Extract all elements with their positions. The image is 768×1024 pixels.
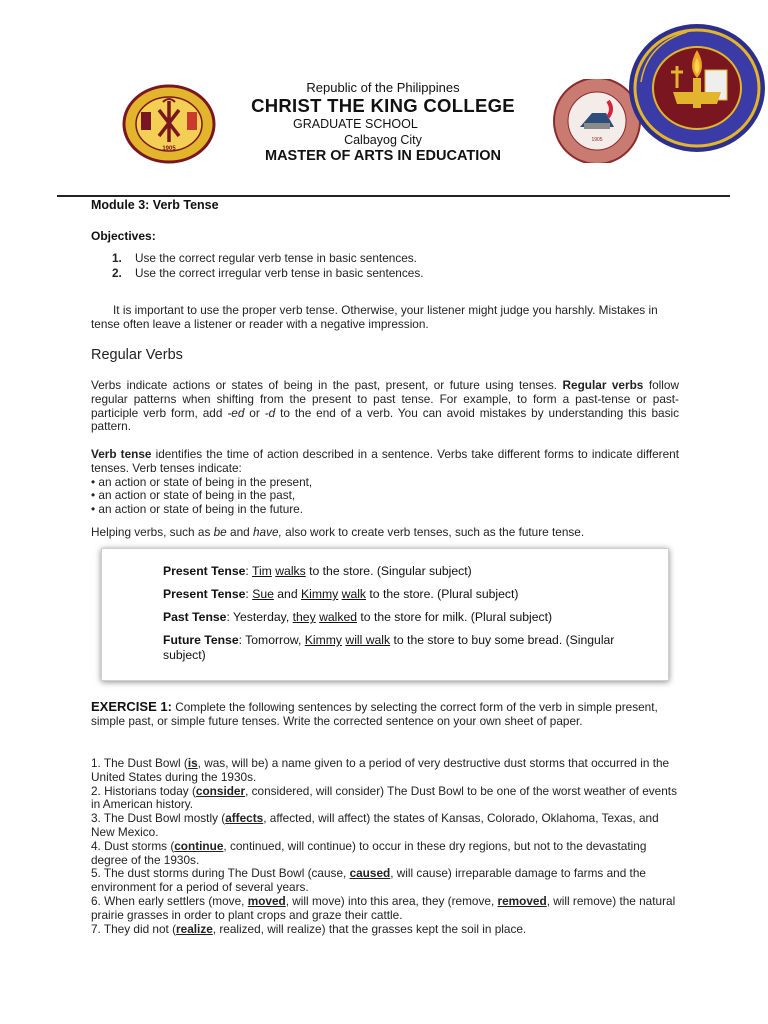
item-text: 4. Dust storms ( xyxy=(91,838,175,853)
item-answer: affects xyxy=(225,811,264,826)
header-divider xyxy=(57,195,730,197)
college-name: CHRIST THE KING COLLEGE xyxy=(251,95,515,116)
example-text: : Tomorrow, xyxy=(238,633,305,647)
p1-suffix-ed: -ed xyxy=(227,405,245,420)
svg-text:1905: 1905 xyxy=(591,137,603,143)
regular-verbs-heading: Regular Verbs xyxy=(91,347,183,363)
program-title: MASTER OF ARTS IN EDUCATION xyxy=(264,148,502,164)
exercise-item xyxy=(91,923,679,937)
example-subject: Kimmy xyxy=(304,633,343,647)
exercise-item xyxy=(91,757,679,785)
helping-verbs-paragraph xyxy=(91,526,679,540)
intro-text: It is important to use the proper verb tense. Otherwise, your listener might judge you harshly. Mistakes in tense often leave a listener or reader with a negative impression. xyxy=(91,303,658,331)
p1-text-e: or xyxy=(244,405,265,420)
p3-italic-be: be xyxy=(213,525,227,539)
example-label: Present Tense xyxy=(163,587,246,601)
objective-number: 1. xyxy=(112,251,122,265)
item-text: 7. They did not ( xyxy=(91,921,177,936)
example-verb: walk xyxy=(341,587,367,601)
p3-text-e: also work to create verb tenses, such as the future tense. xyxy=(281,525,585,539)
item-answer: removed xyxy=(497,893,547,908)
item-answer: realize xyxy=(176,921,213,936)
example-present-singular xyxy=(163,564,653,579)
graduate-school-line: GRADUATE SCHOOL xyxy=(293,117,418,131)
exercise-item xyxy=(91,812,679,840)
regular-verbs-paragraph xyxy=(91,379,679,434)
exercise-item xyxy=(91,895,679,923)
item-answer: moved xyxy=(247,893,286,908)
example-present-plural xyxy=(163,587,653,602)
example-text: : Yesterday, xyxy=(226,610,293,624)
p2-text: identifies the time of action described in a sentence. Verbs take different forms to indicate different tenses. Verb tenses indicate: xyxy=(91,447,679,475)
item-text: , was, will be) a name given to a period of very destructive dust storms that occurred in the United States during the 1930s. xyxy=(91,756,670,784)
tense-bullet: • an action or state of being in the present, xyxy=(91,474,313,489)
tense-examples-box xyxy=(101,548,669,681)
item-text: 6. When early settlers (move, xyxy=(91,893,248,908)
example-text: : xyxy=(245,564,252,578)
objective-number: 2. xyxy=(112,265,122,280)
example-label: Past Tense xyxy=(163,610,227,624)
exercise-item xyxy=(91,785,679,813)
module-title: Module 3: Verb Tense xyxy=(91,198,219,212)
item-text: , affected, will affect) the states of Kansas, Colorado, Oklahoma, Texas, and New Mexico. xyxy=(91,811,659,839)
item-answer: continue xyxy=(174,838,224,853)
item-text: 1. The Dust Bowl ( xyxy=(91,756,188,770)
item-text: , realized, will realize) that the grasses kept the soil in place. xyxy=(212,921,527,936)
example-subject: Sue xyxy=(252,587,274,601)
item-text: , continued, will continue) to occur in these dry regions, but not to the devastating degree of the 1930s. xyxy=(91,838,647,867)
example-text: and xyxy=(273,587,301,601)
item-text: , considered, will consider) The Dust Bowl to be one of the worst weather of events in American history. xyxy=(91,783,677,812)
exercise-items xyxy=(91,757,679,936)
example-text: : xyxy=(245,587,253,601)
objective-item xyxy=(112,251,672,266)
example-future xyxy=(163,633,653,663)
verb-tense-paragraph xyxy=(91,448,679,517)
left-seal-year: 1905 xyxy=(162,146,176,152)
p1-text-c: follow regular patterns when shifting from the present to past tense. For example, to form a past-tense or past-participle verb form, add xyxy=(91,378,679,420)
item-text: 2. Historians today ( xyxy=(91,783,196,798)
example-subject: Kimmy xyxy=(301,587,339,601)
p3-text-c: and xyxy=(226,525,253,539)
p3-italic-have: have, xyxy=(253,525,282,539)
example-verb: will walk xyxy=(345,633,391,647)
example-label: Present Tense xyxy=(163,564,246,578)
example-past xyxy=(163,610,653,625)
p1-text-g: to the end of a verb. You can avoid mistakes by understanding this basic pattern. xyxy=(91,405,680,434)
exercise-item xyxy=(91,867,679,895)
objectives-heading: Objectives: xyxy=(91,229,156,243)
teacher-education-seal xyxy=(627,22,767,154)
item-text: , will cause) irreparable damage to farms and the environment for a period of several years. xyxy=(91,866,646,895)
exercise-instructions-text: Complete the following sentences by selecting the correct form of the verb in simple present, simple past, or simple future tenses. Write the corrected sentence on your own sheet of paper. xyxy=(91,700,658,728)
example-verb: walked xyxy=(319,610,358,624)
p3-text-a: Helping verbs, such as xyxy=(91,525,214,539)
example-text: to the store. (Plural subject) xyxy=(366,587,519,601)
example-text: to the store. (Singular subject) xyxy=(305,564,472,578)
exercise-item xyxy=(91,840,679,868)
tense-bullet: • an action or state of being in the past, xyxy=(91,488,296,503)
example-subject: Tim xyxy=(251,564,272,578)
objective-item xyxy=(112,266,672,281)
item-answer: caused xyxy=(349,866,391,881)
objectives-list xyxy=(112,251,672,280)
p1-suffix-d: -d xyxy=(264,405,276,420)
tense-bullet: • an action or state of being in the future. xyxy=(91,502,304,517)
p1-bold-term: Regular verbs xyxy=(562,378,644,392)
p2-bold-term: Verb tense xyxy=(91,447,152,461)
example-label: Future Tense xyxy=(163,633,239,647)
example-text: to the store to buy some bread. (Singular subject) xyxy=(163,633,615,662)
item-text: , will move) into this area, they (remove, xyxy=(285,893,498,908)
example-text: to the store for milk. (Plural subject) xyxy=(357,610,553,624)
p1-text-a: Verbs indicate actions or states of being in the past, present, or future using tenses. xyxy=(91,378,563,392)
item-answer: is xyxy=(187,756,198,770)
city-line: Calbayog City xyxy=(344,133,422,147)
item-text: , will remove) the natural prairie grasses in order to plant crops and graze their cattle. xyxy=(91,893,676,922)
exercise-instructions xyxy=(91,700,679,729)
item-text: 3. The Dust Bowl mostly ( xyxy=(91,811,226,826)
item-text: 5. The dust storms during The Dust Bowl (cause, xyxy=(91,866,350,881)
example-subject: they xyxy=(292,610,316,624)
objective-text: Use the correct regular verb tense in basic sentences. xyxy=(135,251,417,265)
example-verb: walks xyxy=(275,564,306,578)
item-answer: consider xyxy=(195,783,246,798)
exercise-title: EXERCISE 1: xyxy=(91,699,172,714)
objective-text: Use the correct irregular verb tense in basic sentences. xyxy=(135,265,424,280)
republic-line: Republic of the Philippines xyxy=(306,80,460,95)
intro-paragraph xyxy=(91,304,679,332)
